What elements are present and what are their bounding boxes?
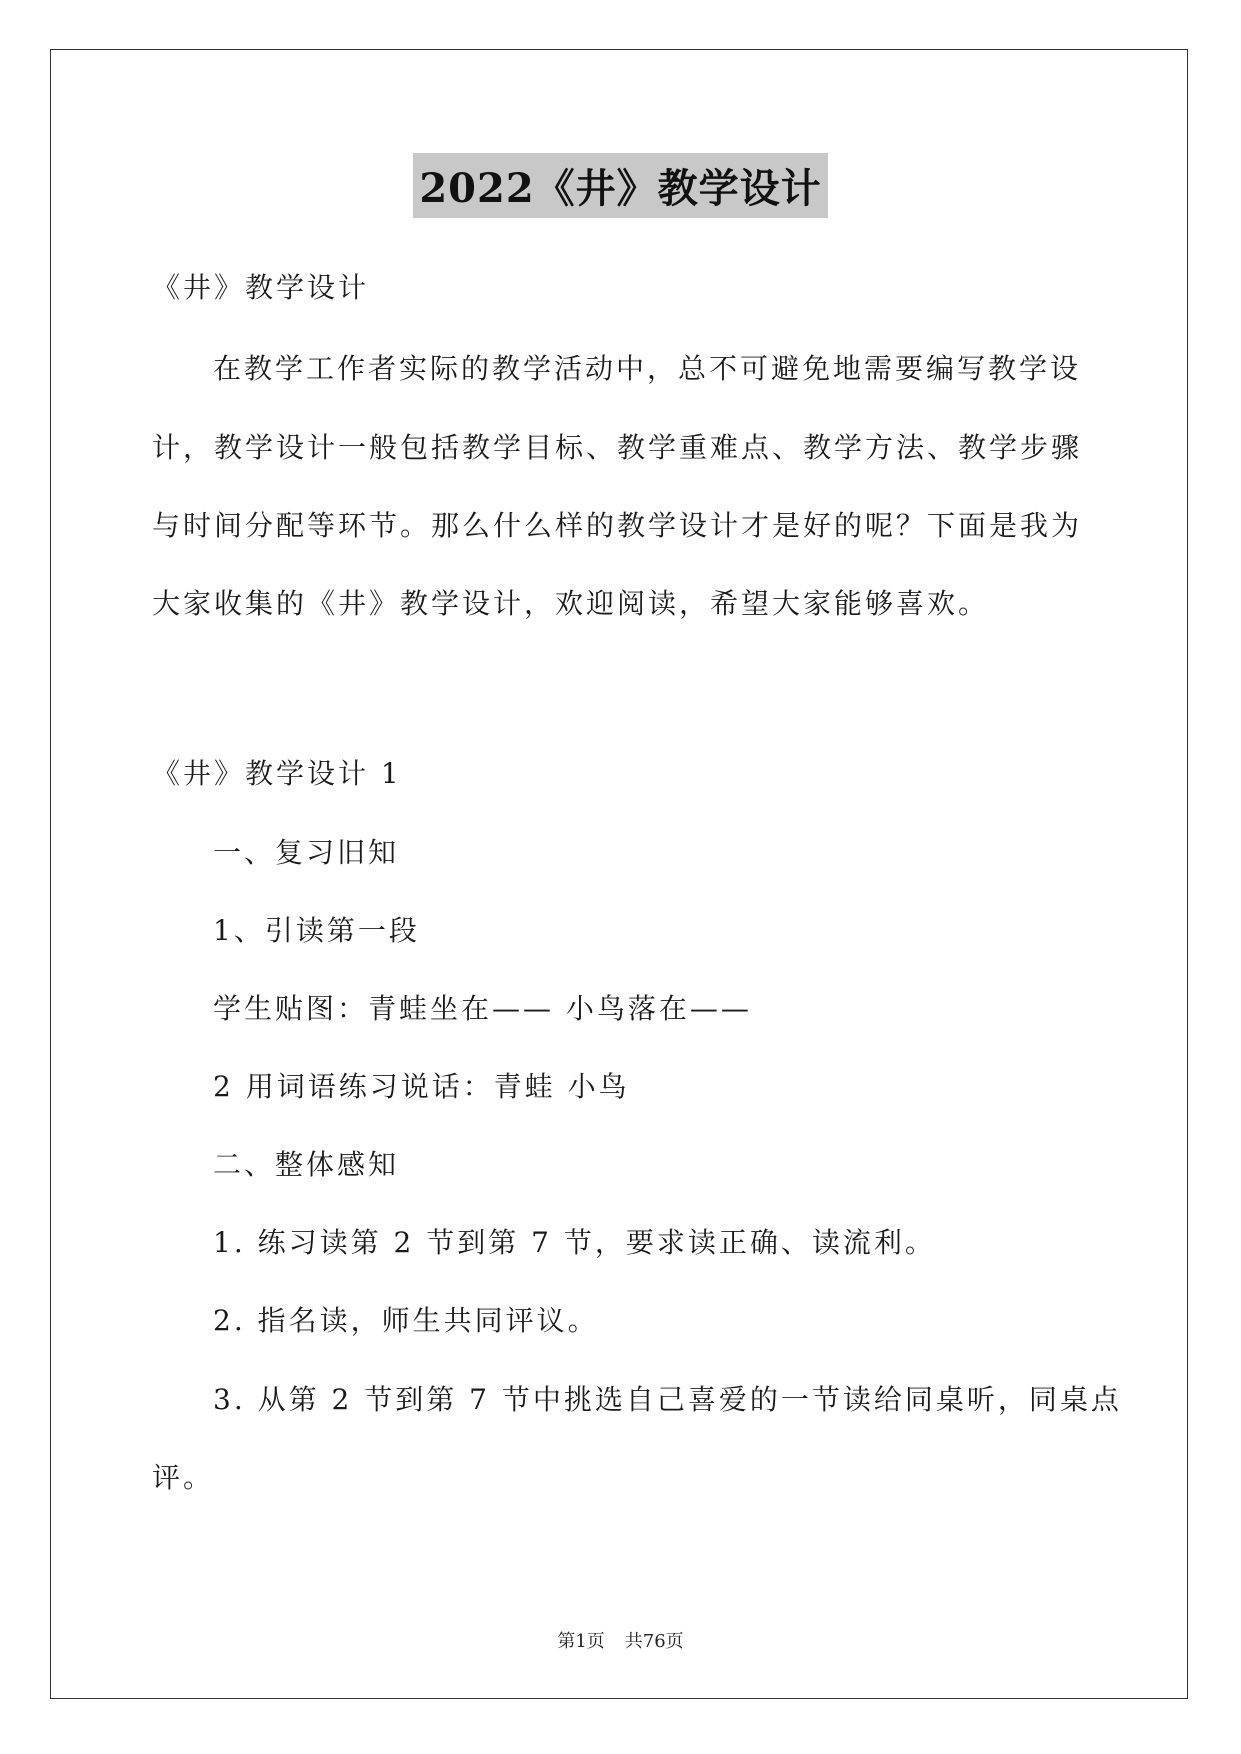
document-title: 2022《井》教学设计 (413, 153, 827, 218)
intro-line-2: 计，教学设计一般包括教学目标、教学重难点、教学方法、教学步骤 (152, 431, 1083, 464)
body-line-4: 2 用词语练习说话：青蛙 小鸟 (213, 1070, 630, 1103)
body-line-8: 3. 从第 2 节到第 7 节中挑选自己喜爱的一节读给同桌听，同桌点 (213, 1383, 1122, 1416)
body-line-9: 评。 (152, 1461, 215, 1494)
section-title: 《井》教学设计 1 (152, 757, 402, 790)
body-line-1: 一、复习旧知 (213, 836, 400, 869)
title-container (0, 153, 1241, 218)
body-line-7: 2. 指名读，师生共同评议。 (213, 1304, 599, 1337)
intro-line-4: 大家收集的《井》教学设计，欢迎阅读，希望大家能够喜欢。 (152, 587, 990, 620)
intro-line-1: 在教学工作者实际的教学活动中，总不可避免地需要编写教学设 (213, 352, 1082, 385)
subtitle: 《井》教学设计 (152, 271, 370, 304)
body-line-3: 学生贴图：青蛙坐在—— 小鸟落在—— (213, 992, 752, 1025)
intro-line-3: 与时间分配等环节。那么什么样的教学设计才是好的呢？下面是我为 (152, 509, 1083, 542)
page-footer (0, 1627, 1241, 1653)
body-line-6: 1. 练习读第 2 节到第 7 节，要求读正确、读流利。 (213, 1226, 936, 1259)
body-line-2: 1、引读第一段 (213, 914, 420, 947)
page-number: 第1页 (557, 1631, 605, 1652)
page-total: 共76页 (624, 1631, 684, 1652)
body-line-5: 二、整体感知 (213, 1148, 400, 1181)
